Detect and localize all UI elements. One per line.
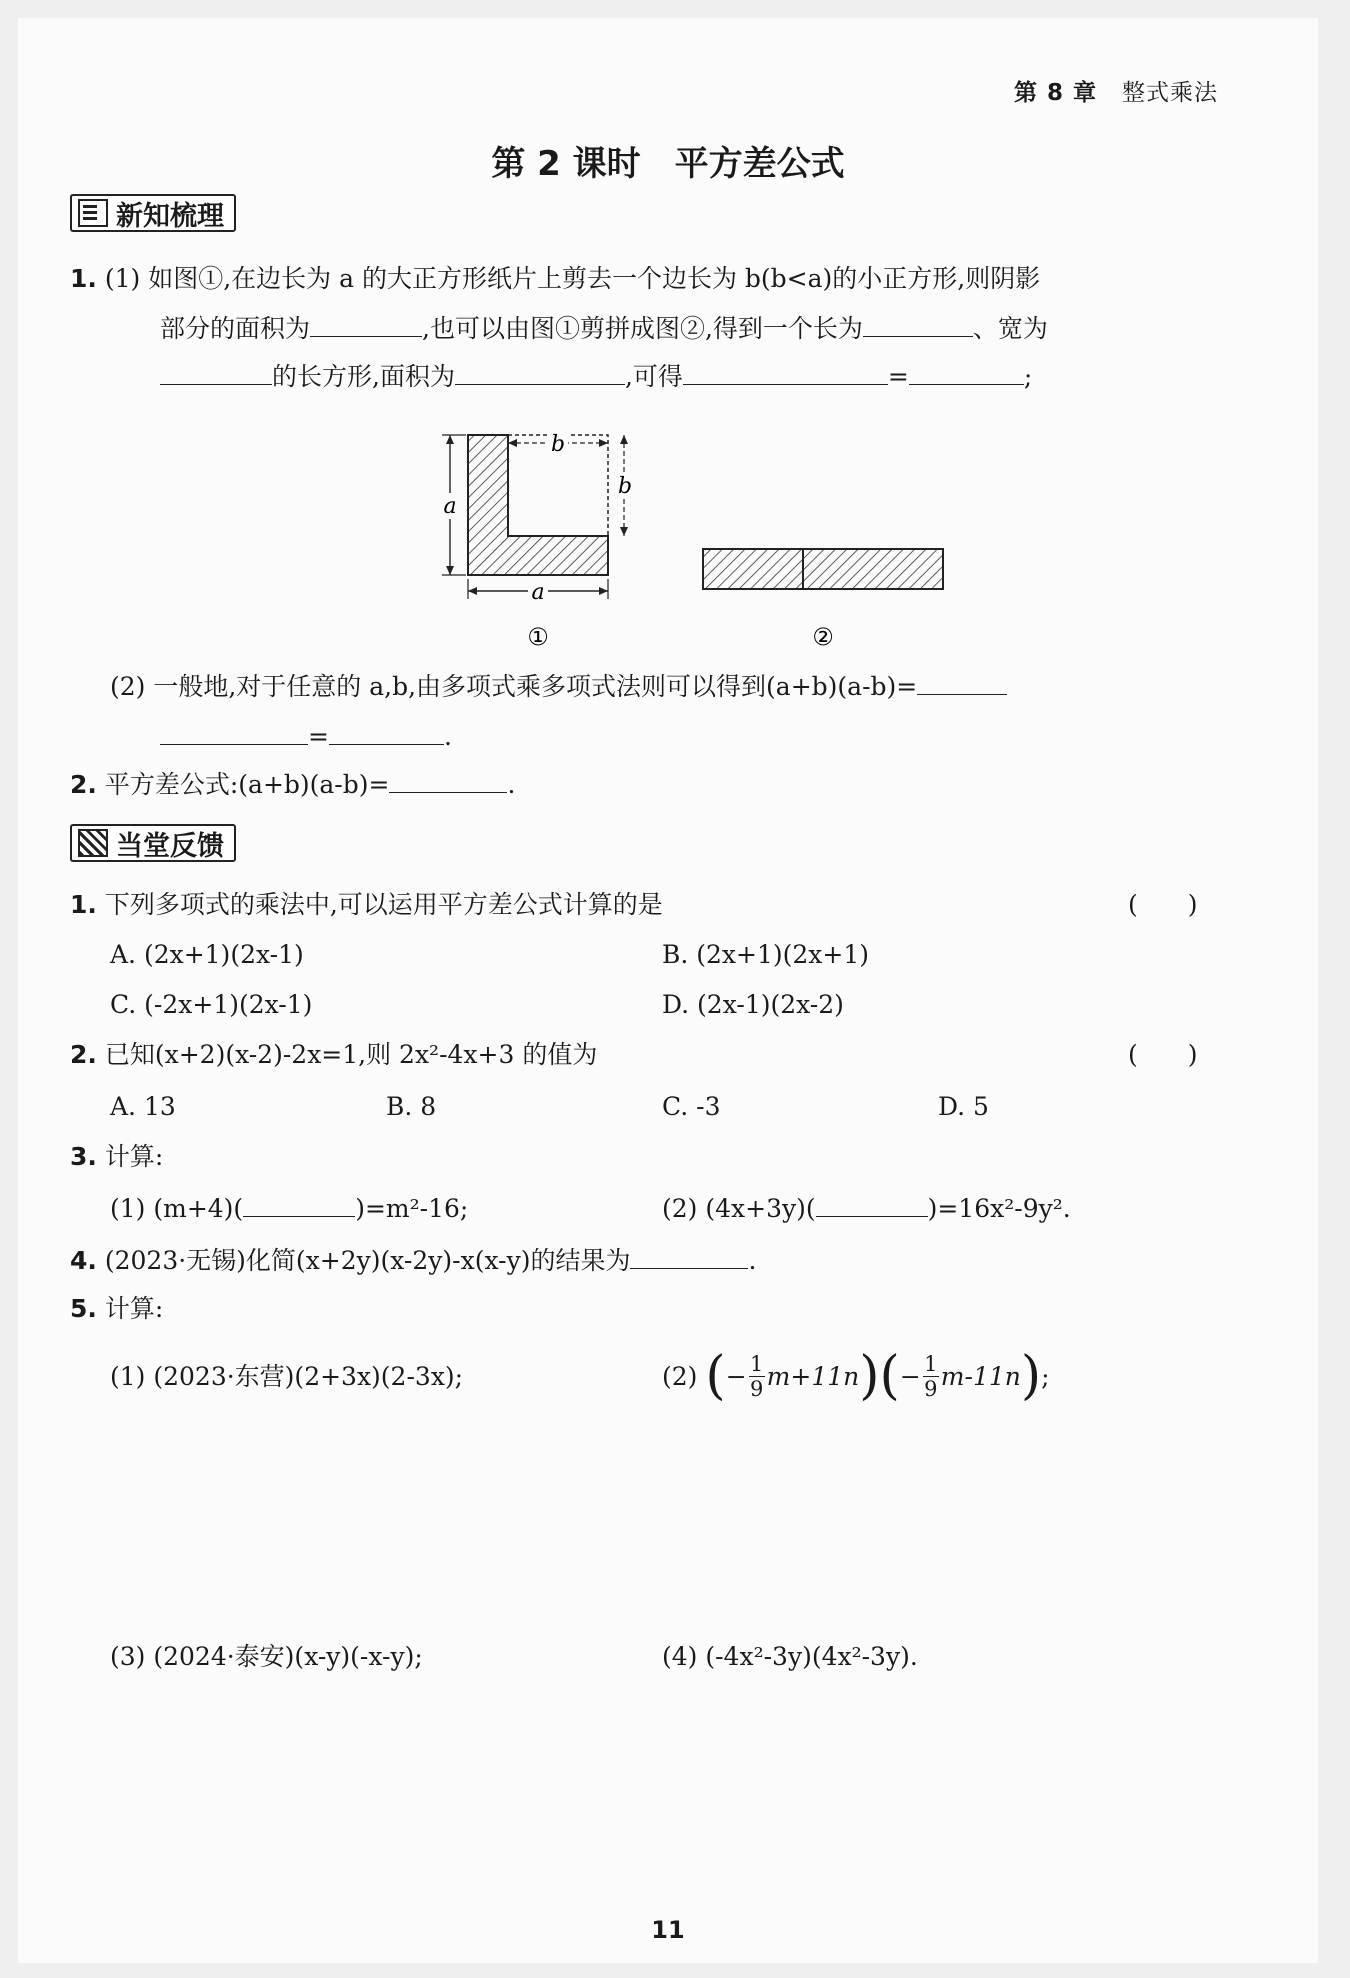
answer-blank[interactable] xyxy=(310,310,422,337)
f1-option-d[interactable]: D. (2x-1)(2x-2) xyxy=(662,990,844,1019)
f1-answer-paren[interactable]: ( ) xyxy=(1128,890,1198,919)
paren-open: ( xyxy=(705,1346,726,1406)
answer-blank[interactable] xyxy=(917,668,1007,695)
f1-option-a[interactable]: A. (2x+1)(2x-1) xyxy=(110,940,304,969)
question-number: 2. xyxy=(70,1040,97,1069)
q2-line xyxy=(70,766,515,802)
f2-option-d[interactable]: D. 5 xyxy=(938,1092,989,1121)
question-text: (2023·无锡)化简(x+2y)(x-2y)-x(x-y)的结果为 xyxy=(104,1246,631,1275)
question-number: 1. xyxy=(70,264,97,293)
answer-blank[interactable] xyxy=(389,766,507,793)
term-a: m+11n xyxy=(766,1361,860,1391)
label-a-bottom: a xyxy=(531,580,545,605)
fraction-numerator: 1 xyxy=(749,1351,764,1376)
q1-part2-line2 xyxy=(160,718,452,754)
f4-line xyxy=(70,1242,756,1278)
minus-sign: − xyxy=(725,1361,747,1391)
f1-option-c[interactable]: C. (-2x+1)(2x-1) xyxy=(110,990,313,1019)
pen-icon xyxy=(78,829,108,857)
square-figures xyxy=(428,413,988,653)
question-number: 4. xyxy=(70,1246,97,1275)
question-text: )=16x²-9y². xyxy=(927,1194,1071,1223)
question-number: 3. xyxy=(70,1142,97,1171)
answer-blank[interactable] xyxy=(816,1190,928,1217)
f2-option-a[interactable]: A. 13 xyxy=(110,1092,176,1121)
f5-part2 xyxy=(662,1336,1050,1416)
answer-blank[interactable] xyxy=(160,358,272,385)
paren-open: ( xyxy=(879,1346,900,1406)
question-text: 平方差公式:(a+b)(a-b)= xyxy=(104,770,390,799)
question-text: 的长方形,面积为 xyxy=(272,362,455,391)
question-text: 、宽为 xyxy=(972,314,1048,343)
f2-answer-paren[interactable]: ( ) xyxy=(1128,1040,1198,1069)
answer-blank[interactable] xyxy=(630,1242,748,1269)
question-text: . xyxy=(748,1246,757,1275)
fig2-caption: ② xyxy=(812,623,834,651)
lesson-name: 平方差公式 xyxy=(674,144,845,184)
section-new-knowledge xyxy=(70,194,236,232)
answer-blank[interactable] xyxy=(683,358,888,385)
q1-part2-line1 xyxy=(110,668,1007,704)
fraction-denominator: 9 xyxy=(749,1376,764,1401)
question-text: . xyxy=(443,722,452,751)
f3-part2 xyxy=(662,1190,1071,1226)
f1-line xyxy=(70,888,663,922)
question-text: = xyxy=(887,362,909,391)
q1-line1 xyxy=(70,262,1040,296)
part-label: (2) xyxy=(662,1361,698,1391)
answer-blank[interactable] xyxy=(243,1190,355,1217)
paren-close: ) xyxy=(859,1346,880,1406)
answer-blank[interactable] xyxy=(909,358,1024,385)
question-text: (2) (4x+3y)( xyxy=(662,1194,816,1223)
label-a-side: a xyxy=(443,494,457,519)
fraction xyxy=(749,1352,765,1401)
lesson-title xyxy=(18,136,1318,185)
q1-line3 xyxy=(160,358,1032,394)
f3-line xyxy=(70,1140,163,1174)
semicolon: ; xyxy=(1041,1361,1050,1391)
question-text: 部分的面积为 xyxy=(160,314,311,343)
question-text: 已知(x+2)(x-2)-2x=1,则 2x²-4x+3 的值为 xyxy=(104,1040,598,1069)
page-number: 11 xyxy=(651,1916,685,1944)
rect-piece-right xyxy=(803,549,943,589)
minus-sign: − xyxy=(899,1361,921,1391)
f5-part3: (3) (2024·泰安)(x-y)(-x-y); xyxy=(110,1642,423,1671)
f1-option-b[interactable]: B. (2x+1)(2x+1) xyxy=(662,940,869,969)
chapter-title: 整式乘法 xyxy=(1122,80,1218,106)
fraction-numerator: 1 xyxy=(924,1351,938,1376)
rect-piece-left xyxy=(703,549,803,589)
shaded-l-shape xyxy=(468,435,608,575)
answer-blank[interactable] xyxy=(863,310,973,337)
fig1-caption: ① xyxy=(527,623,549,651)
book-icon xyxy=(78,199,108,227)
label-b-top: b xyxy=(550,432,566,457)
f2-option-c[interactable]: C. -3 xyxy=(662,1092,721,1121)
f5-line xyxy=(70,1292,163,1326)
question-text: (1) 如图①,在边长为 a 的大正方形纸片上剪去一个边长为 b(b<a)的小正方形,则阴影 xyxy=(104,264,1041,293)
chapter-number: 第 8 章 xyxy=(1014,80,1098,106)
question-text: ; xyxy=(1023,362,1033,391)
question-text: ,可得 xyxy=(624,362,683,391)
section-label: 新知梳理 xyxy=(116,200,224,232)
label-b-side: b xyxy=(617,474,633,499)
f2-option-b[interactable]: B. 8 xyxy=(386,1092,437,1121)
term-b: m-11n xyxy=(940,1361,1021,1391)
f5-part1: (1) (2023·东营)(2+3x)(2-3x); xyxy=(110,1362,464,1391)
f5-part4: (4) (-4x²-3y)(4x²-3y). xyxy=(662,1642,918,1671)
fraction-denominator: 9 xyxy=(924,1376,938,1401)
lesson-number: 第 2 课时 xyxy=(491,144,641,184)
question-text: . xyxy=(507,770,516,799)
question-text: )=m²-16; xyxy=(355,1194,469,1223)
question-text: 计算: xyxy=(104,1142,164,1171)
section-feedback xyxy=(70,824,236,862)
answer-blank[interactable] xyxy=(455,358,625,385)
section-label: 当堂反馈 xyxy=(116,830,224,862)
question-text: (1) (m+4)( xyxy=(110,1194,244,1223)
f2-line xyxy=(70,1038,597,1072)
question-text: 下列多项式的乘法中,可以运用平方差公式计算的是 xyxy=(104,890,663,919)
f3-part1 xyxy=(110,1190,468,1226)
question-text: = xyxy=(308,722,329,751)
question-number: 5. xyxy=(70,1294,97,1323)
answer-blank[interactable] xyxy=(160,718,308,745)
question-text: 计算: xyxy=(104,1294,164,1323)
question-text: ,也可以由图①剪拼成图②,得到一个长为 xyxy=(422,314,863,343)
page xyxy=(18,18,1318,1963)
q1-line2 xyxy=(160,310,1048,346)
fraction xyxy=(923,1352,939,1401)
chapter-header xyxy=(1014,74,1218,107)
answer-blank[interactable] xyxy=(329,718,444,745)
paren-close: ) xyxy=(1020,1346,1042,1406)
question-text: (2) 一般地,对于任意的 a,b,由多项式乘多项式法则可以得到(a+b)(a-b)= xyxy=(110,672,918,701)
question-number: 2. xyxy=(70,770,97,799)
question-number: 1. xyxy=(70,890,97,919)
